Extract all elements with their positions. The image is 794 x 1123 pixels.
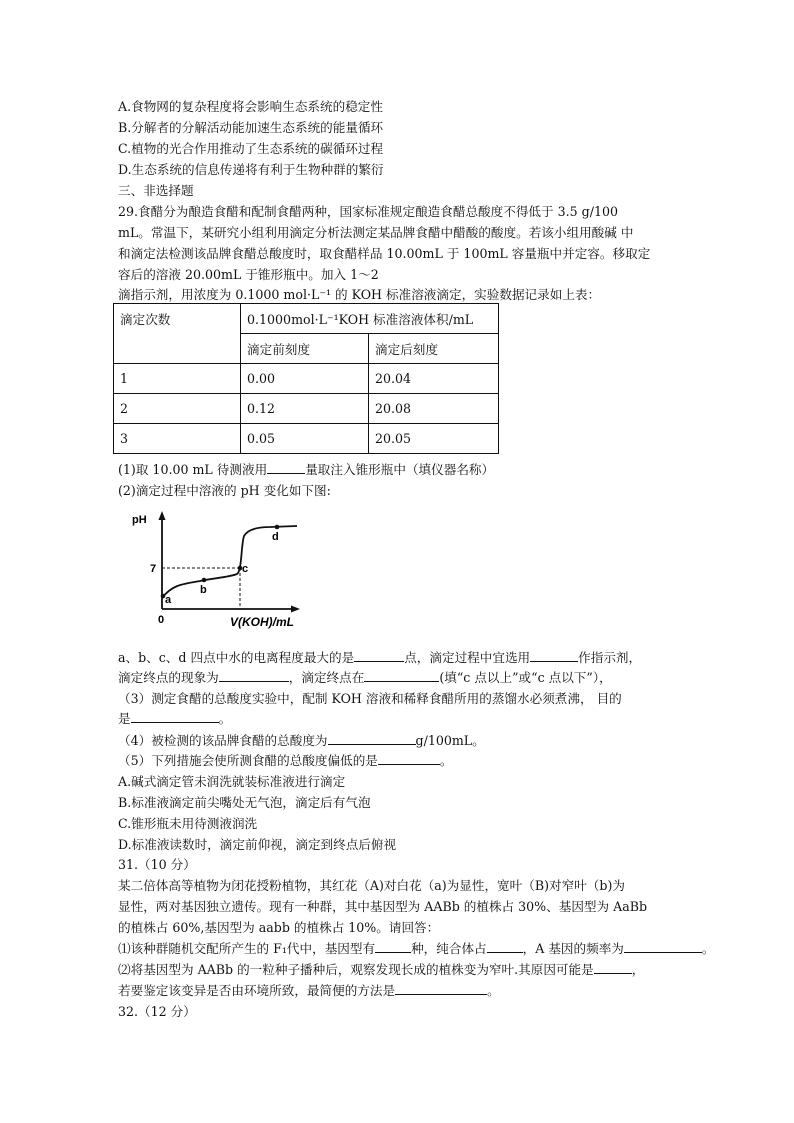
table-row — [114, 364, 499, 394]
table-row — [114, 394, 499, 424]
q31-part2 — [118, 960, 644, 979]
origin-label: 0 — [158, 614, 165, 626]
answer-blank[interactable] — [267, 461, 305, 474]
answer-blank[interactable] — [624, 940, 702, 953]
q29-part1 — [118, 460, 494, 479]
table-cell: 20.05 — [369, 424, 499, 454]
q29-text: a、b、c、d 四点中水的电离程度最大的是 — [118, 650, 355, 665]
q29-part5 — [118, 751, 452, 770]
table-subheader-after: 滴定后刻度 — [369, 334, 499, 364]
q31-text: 种，纯合体占 — [411, 941, 487, 956]
option-c-prev: C.植物的光合作用推动了生态系统的碳循环过程 — [118, 141, 384, 156]
table-cell: 3 — [114, 424, 241, 454]
y-axis-label: pH — [132, 514, 147, 526]
q29-text: 是 — [118, 711, 131, 726]
q31-text: 。 — [487, 983, 500, 998]
table-cell: 1 — [114, 364, 241, 394]
q29-text: 。 — [218, 711, 232, 726]
point-b — [202, 578, 207, 583]
table-cell: 2 — [114, 394, 241, 424]
q31-text: ， — [631, 962, 645, 977]
table-row — [114, 424, 499, 454]
table-header-count: 滴定次数 — [114, 304, 241, 364]
q29-text: 点，滴定过程中宜选用 — [404, 650, 531, 665]
q31-text: 。 — [701, 941, 715, 956]
q29-text: (填“c 点以上”或“c 点以下”）， — [439, 670, 612, 685]
point-b-label: b — [200, 584, 207, 596]
table-cell: 0.12 — [241, 394, 369, 424]
q29-option-a: A.碱式滴定管未润洗就装标准液进行滴定 — [118, 774, 346, 789]
answer-blank[interactable] — [354, 649, 404, 662]
q31-text: 若要鉴定该变异是否由环境所致，最简便的方法是 — [118, 983, 396, 998]
q31-part2-cont — [118, 981, 500, 1000]
point-d — [275, 525, 280, 530]
q29-part2-question — [118, 648, 641, 667]
q29-text: （5）下列措施会使所测食醋的总酸度偏低的是 — [118, 753, 378, 768]
q29-option-c: C.锥形瓶未用待测液润洗 — [118, 816, 258, 831]
q29-part3-cont — [118, 709, 231, 728]
q29-part4 — [118, 731, 485, 750]
answer-blank[interactable] — [487, 940, 523, 953]
answer-blank[interactable] — [375, 940, 411, 953]
answer-blank[interactable] — [328, 732, 416, 745]
q29-option-b: B.标准液滴定前尖嘴处无气泡，滴定后有气泡 — [118, 795, 371, 810]
table-cell: 0.05 — [241, 424, 369, 454]
section-title: 三、非选择题 — [118, 183, 194, 198]
option-d-prev: D.生态系统的信息传递将有利于生物种群的繁衍 — [118, 162, 384, 177]
table-subheader-before: 滴定前刻度 — [241, 334, 369, 364]
option-a-prev: A.食物网的复杂程度将会影响生态系统的稳定性 — [118, 99, 383, 114]
x-axis-label: V(KOH)/mL — [230, 615, 294, 629]
q29-intro-line: 容后的溶液 20.00mL 于锥形瓶中。加入 1～2 — [118, 267, 379, 282]
q29-intro-line: 滴指示剂，用浓度为 0.1000 mol·L⁻¹ 的 KOH 标准溶液滴定，实验数据记录如上表： — [118, 287, 601, 302]
point-c-label: c — [242, 563, 249, 575]
q29-text: g/100mL。 — [415, 733, 485, 748]
q29-part2: (2)滴定过程中溶液的 pH 变化如下图: — [118, 483, 331, 498]
ph-titration-graph — [120, 505, 310, 630]
q31-intro-line: 显性，两对基因独立遗传。现有一种群，其中基因型为 AABb 的植株占 30%、基因型为 AaBb — [118, 899, 648, 914]
q32-heading: 32.（12 分） — [118, 1004, 196, 1019]
answer-blank[interactable] — [364, 669, 439, 682]
titration-table — [113, 303, 499, 454]
q29-intro-line: 和滴定法检测该品牌食醋总酸度时，取食醋样品 10.00mL 于 100mL 容量瓶中并定容。移取定 — [118, 246, 651, 261]
table-header-volume: 0.1000mol·L⁻¹KOH 标准溶液体积/mL — [241, 304, 499, 334]
q29-part2-question-2 — [118, 668, 612, 687]
answer-blank[interactable] — [594, 961, 632, 974]
q29-option-d: D.标准液读数时，滴定前仰视，滴定到终点后俯视 — [118, 837, 397, 852]
ph-seven-label: 7 — [150, 563, 157, 575]
q31-text: ⑴该种群随机交配所产生的 F₁代中，基因型有 — [118, 941, 376, 956]
x-axis-arrow — [291, 606, 300, 613]
q29-text: （4）被检测的该品牌食醋的总酸度为 — [118, 733, 328, 748]
option-b-prev: B.分解者的分解活动能加速生态系统的能量循环 — [118, 120, 384, 135]
q29-part1-text: 量取注入锥形瓶中（填仪器名称） — [305, 462, 495, 477]
table-cell: 20.08 — [369, 394, 499, 424]
answer-blank[interactable] — [378, 752, 440, 765]
answer-blank[interactable] — [131, 710, 219, 723]
point-a-label: a — [165, 594, 172, 606]
q31-text: ⑵将基因型为 AABb 的一粒种子播种后，观察发现长成的植株变为窄叶.其原因可能是 — [118, 962, 594, 977]
table-cell: 20.04 — [369, 364, 499, 394]
q29-intro-line: mL。常温下，某研究小组利用滴定分析法测定某品牌食醋中醋酸的酸度。若该小组用酸碱 中 — [118, 225, 634, 240]
q29-text: 滴定终点的现象为 — [118, 670, 219, 685]
table-cell: 0.00 — [241, 364, 369, 394]
q31-heading: 31.（10 分） — [118, 857, 196, 872]
q29-text: ，滴定终点在 — [288, 670, 365, 685]
q29-text: 作指示剂， — [578, 650, 642, 665]
q31-intro-line: 某二倍体高等植物为闭花授粉植物，其红花（A)对白花（a)为显性，宽叶（B)对窄叶（b)为 — [118, 878, 625, 893]
q29-part1-text: (1)取 10.00 mL 待测液用 — [118, 462, 268, 477]
answer-blank[interactable] — [395, 982, 487, 995]
y-axis-arrow — [159, 511, 166, 520]
q31-intro-line: 的植株占 60%,基因型为 aabb 的植株占 10%。请回答： — [118, 920, 440, 935]
q29-intro-line: 29.食醋分为酿造食醋和配制食醋两种，国家标准规定酿造食醋总酸度不得低于 3.5 g/100 — [118, 204, 618, 219]
q29-part3: （3）测定食醋的总酸度实验中，配制 KOH 溶液和稀释食醋所用的蒸馏水必须煮沸， 目的 — [118, 691, 622, 706]
answer-blank[interactable] — [219, 669, 289, 682]
q31-text: ，A 基因的频率为 — [522, 941, 624, 956]
q29-text: 。 — [439, 753, 453, 768]
answer-blank[interactable] — [530, 649, 578, 662]
point-d-label: d — [272, 531, 279, 543]
q31-part1 — [118, 939, 715, 958]
